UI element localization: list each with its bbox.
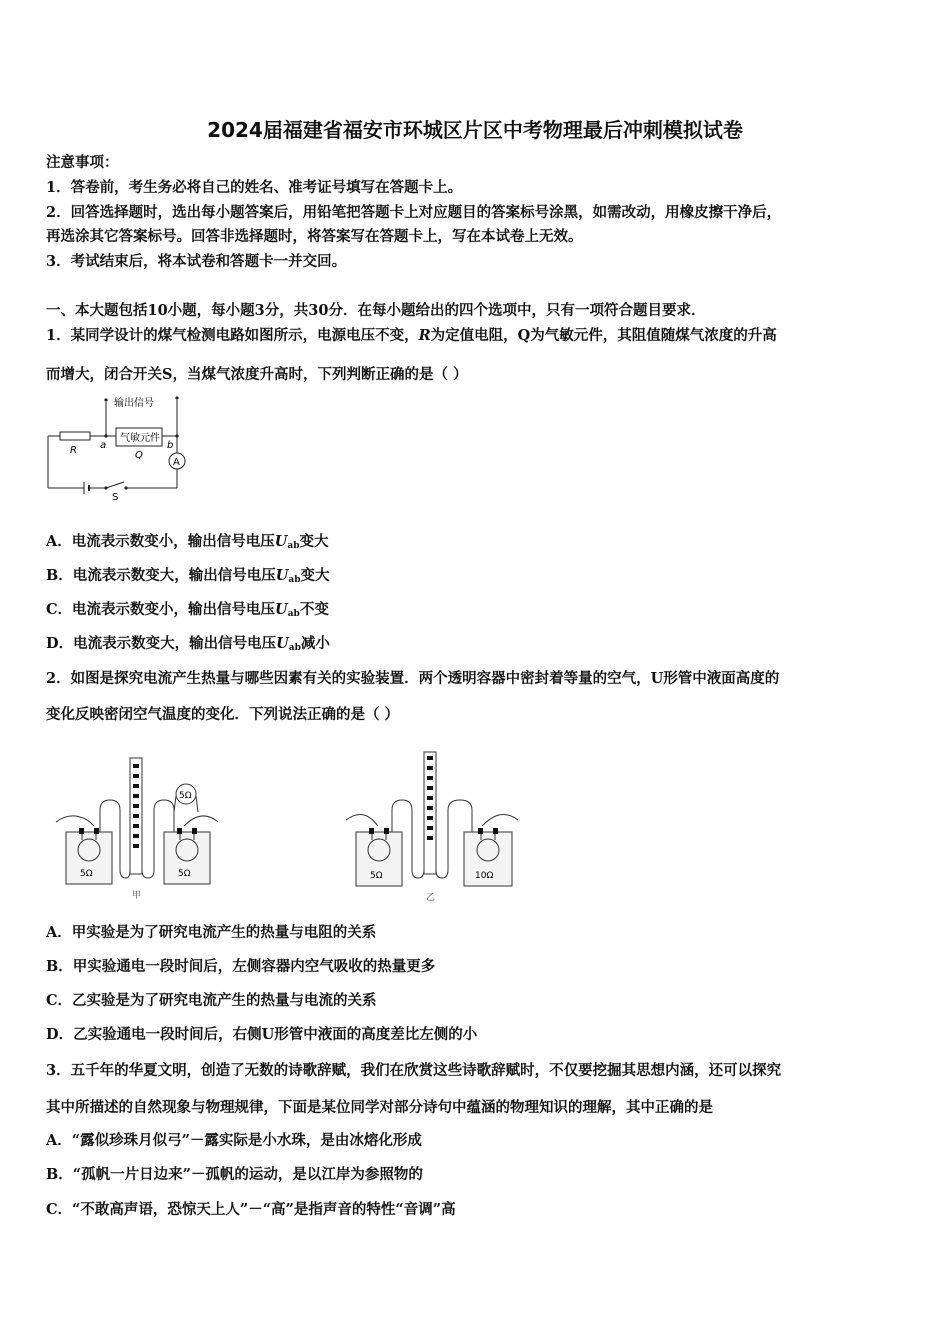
label-right-resistor: 5Ω: [178, 869, 191, 879]
caption-yi: 乙: [426, 893, 436, 903]
q3-option-a: A．“露似珍珠月似弓”－露实际是小水珠，是由冰熔化形成: [46, 1132, 422, 1149]
notice-heading: 注意事项：: [46, 154, 119, 171]
notice-item: 2．回答选择题时，选出每小题答案后，用铅笔把答题卡上对应题目的答案标号涂黑，如需改动，用橡皮擦干净后，: [46, 204, 782, 221]
notice-item: 1．答卷前，考生务必将自己的姓名、准考证号填写在答题卡上。: [46, 179, 463, 196]
q1-option-c: C．电流表示数变小，输出信号电压$U_{ab}$不变: [46, 601, 329, 619]
q2-stem-line2: 变化反映密闭空气温度的变化．下列说法正确的是（ ）: [46, 706, 400, 723]
q3-stem-line1: 3．五千年的华夏文明，创造了无数的诗歌辞赋，我们在欣赏这些诗歌辞赋时，不仅要挖掘其思想内涵，还可以探究: [46, 1062, 782, 1079]
u-tube-scale: [424, 752, 436, 874]
notice-item: 再选涂其它答案标号。回答非选择题时，将答案写在答题卡上，写在本试卷上无效。: [46, 228, 583, 245]
label-R: R: [70, 445, 77, 456]
q3-option-b: B．“孤帆一片日边来”－孤帆的运动，是以江岸为参照物的: [46, 1166, 423, 1183]
label-S: S: [112, 492, 119, 503]
label-left-resistor: 5Ω: [80, 869, 93, 879]
page-title: 2024届福建省福安市环城区片区中考物理最后冲刺模拟试卷: [207, 118, 743, 142]
q3-stem-line2: 其中所描述的自然现象与物理规律，下面是某位同学对部分诗句中蕴涵的物理知识的理解，其中正确的是: [46, 1099, 713, 1116]
switch: [106, 482, 124, 488]
label-top-resistor: 5Ω: [179, 791, 192, 801]
resistor-R: [60, 432, 90, 440]
label-right-resistor: 10Ω: [475, 871, 494, 881]
q2-option-b: B．甲实验通电一段时间后，左侧容器内空气吸收的热量更多: [46, 958, 436, 975]
caption-jia: 甲: [132, 891, 142, 901]
q2-option-a: A．甲实验是为了研究电流产生的热量与电阻的关系: [46, 924, 377, 941]
label-left-resistor: 5Ω: [370, 871, 383, 881]
notice-item: 3．考试结束后，将本试卷和答题卡一并交回。: [46, 253, 347, 270]
q1-circuit-diagram: [40, 390, 200, 505]
q1-option-d: D．电流表示数变大，输出信号电压$U_{ab}$减小: [46, 635, 330, 653]
q2-option-c: C．乙实验是为了研究电流产生的热量与电流的关系: [46, 992, 377, 1009]
q2-figure-yi: [342, 748, 522, 904]
section-heading: 一、本大题包括10小题，每小题3分，共30分．在每小题给出的四个选项中，只有一项符合题目要求．: [46, 302, 706, 319]
q1-option-b: B．电流表示数变大，输出信号电压$U_{ab}$变大: [46, 567, 330, 585]
q2-option-d: D．乙实验通电一段时间后，右侧U形管中液面的高度差比左侧的小: [46, 1026, 478, 1043]
q2-figure-jia: [52, 752, 222, 902]
label-a: a: [100, 440, 107, 451]
q1-option-a: A．电流表示数变小，输出信号电压$U_{ab}$变大: [46, 533, 329, 551]
label-A: A: [173, 457, 180, 468]
q3-option-c: C．“不敢高声语，恐惊天上人”－“高”是指声音的特性“音调”高: [46, 1201, 456, 1218]
label-output: 输出信号: [114, 398, 154, 409]
label-b: b: [167, 440, 174, 451]
q2-stem-line1: 2．如图是探究电流产生热量与哪些因素有关的实验装置．两个透明容器中密封着等量的空气，U形管中液面高度的: [46, 670, 780, 687]
q1-stem-line1: 1．某同学设计的煤气检测电路如图所示，电源电压不变，R为定值电阻，Q为气敏元件，其阻值随煤气浓度的升高: [46, 327, 777, 344]
label-sensor: 气敏元件: [120, 433, 160, 444]
label-Q: Q: [135, 450, 143, 461]
q1-stem-line2: 而增大，闭合开关S，当煤气浓度升高时，下列判断正确的是（ ）: [46, 366, 468, 383]
